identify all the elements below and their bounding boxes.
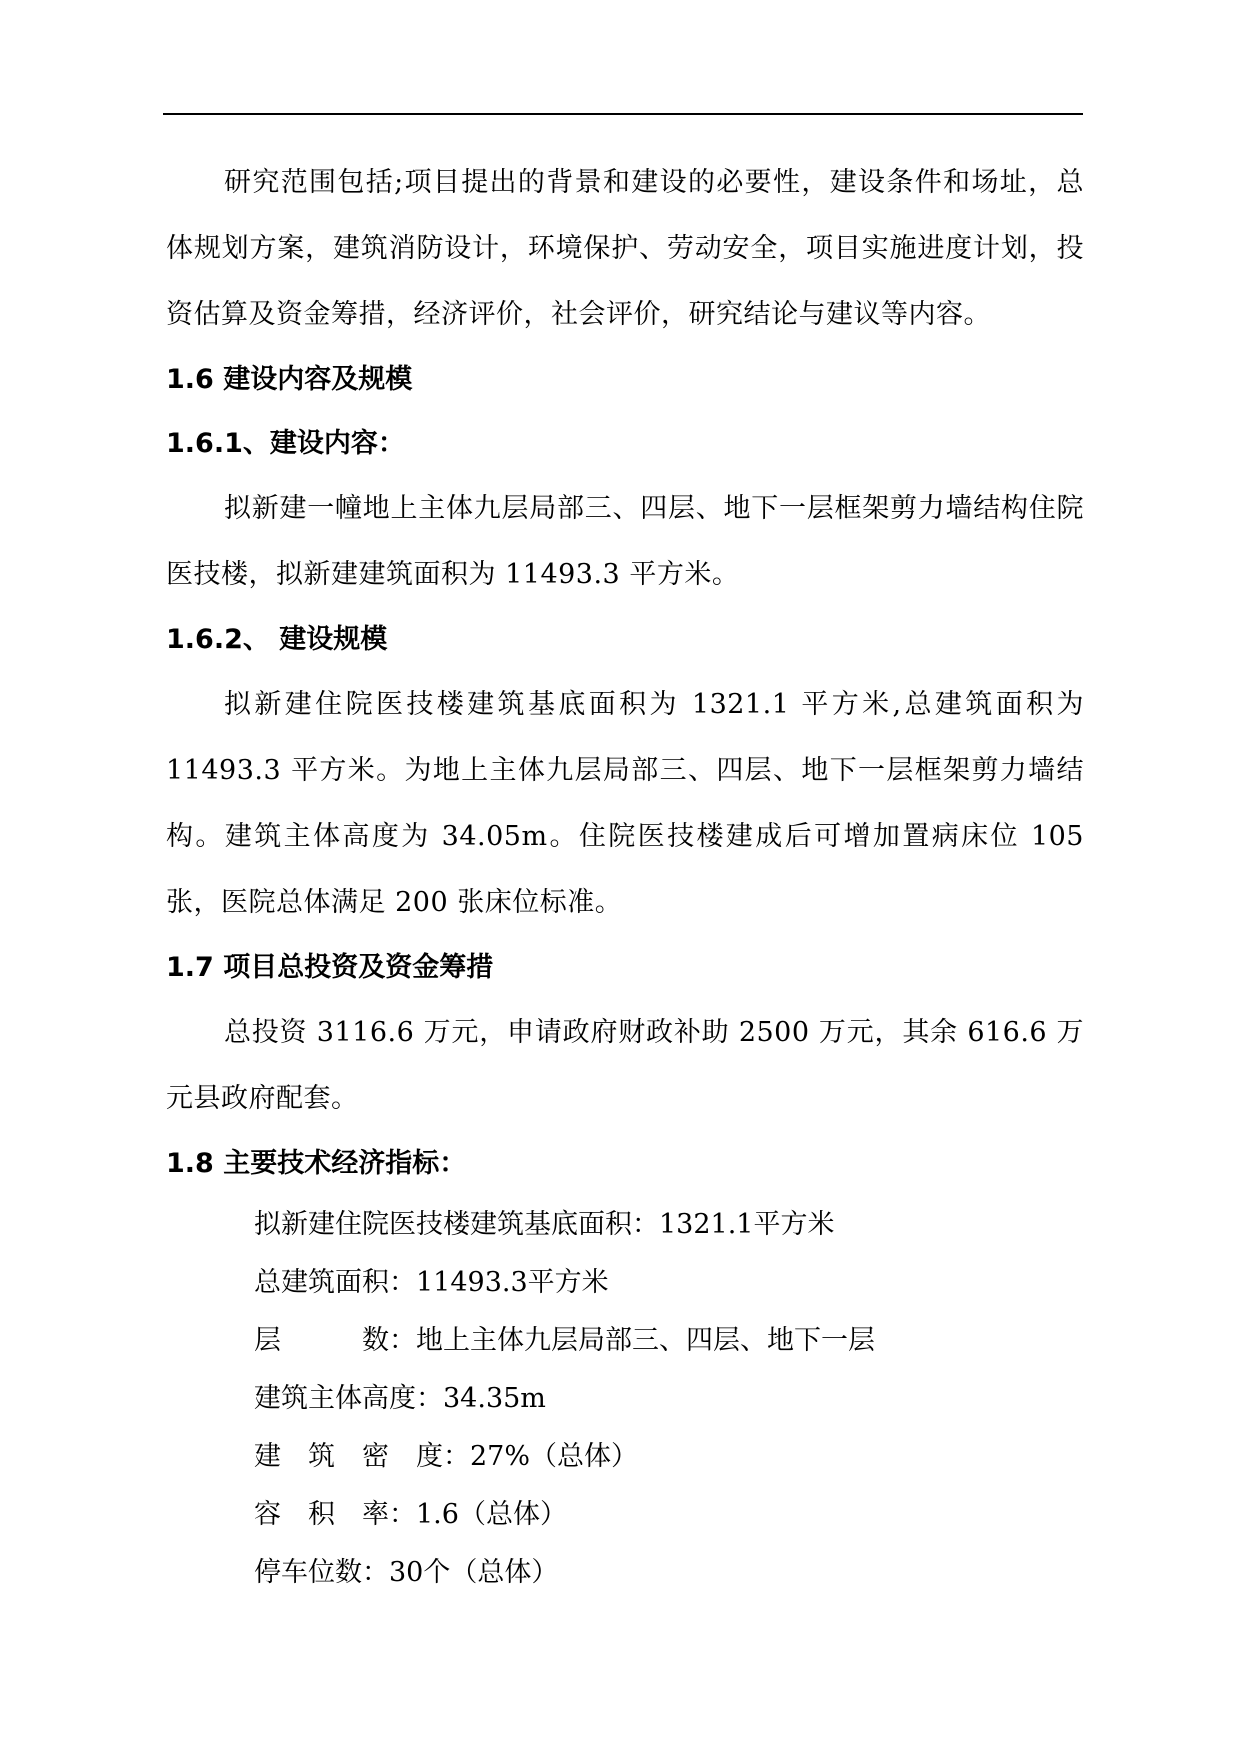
scope-paragraph: 研究范围包括;项目提出的背景和建设的必要性，建设条件和场址，总体规划方案，建筑消防设计，环境保护、劳动安全，项目实施进度计划，投资估算及资金筹措，经济评价，社会评价，研究结论与建议等内容。 <box>166 167 1084 330</box>
section-1-6-heading: 1.6 建设内容及规模 <box>166 364 413 395</box>
section-1-7-heading: 1.7 项目总投资及资金筹措 <box>166 952 494 983</box>
section-1-6-1-heading: 1.6.1、建设内容： <box>166 428 405 459</box>
indicator-height: 建筑主体高度：34.35m <box>254 1383 546 1414</box>
indicator-floors: 层 数：地上主体九层局部三、四层、地下一层 <box>254 1325 875 1356</box>
indicator-list <box>166 1196 1084 1602</box>
indicator-parking: 停车位数：30个（总体） <box>254 1557 559 1588</box>
construction-scale-paragraph: 拟新建住院医技楼建筑基底面积为 1321.1 平方米,总建筑面积为 11493.3 平方米。为地上主体九层局部三、四层、地下一层框架剪力墙结构。建筑主体高度为 34.05m。住院医技楼建成后可增加置病床位 105 张，医院总体满足 200 张床位标准。 <box>166 689 1084 918</box>
section-1-6-2-heading: 1.6.2、 建设规模 <box>166 624 388 655</box>
investment-paragraph: 总投资 3116.6 万元，申请政府财政补助 2500 万元，其余 616.6 万元县政府配套。 <box>166 1017 1084 1114</box>
header-rule <box>163 113 1083 115</box>
construction-content-paragraph: 拟新建一幢地上主体九层局部三、四层、地下一层框架剪力墙结构住院医技楼，拟新建建筑面积为 11493.3 平方米。 <box>166 493 1084 590</box>
indicator-density: 建 筑 密 度：27%（总体） <box>254 1441 639 1472</box>
indicator-base-area: 拟新建住院医技楼建筑基底面积：1321.1平方米 <box>254 1209 835 1240</box>
indicator-total-area: 总建筑面积：11493.3平方米 <box>254 1267 609 1298</box>
section-1-8-heading: 1.8 主要技术经济指标： <box>166 1148 467 1179</box>
indicator-floor-area-ratio: 容 积 率：1.6（总体） <box>254 1499 567 1530</box>
document-body <box>166 150 1084 1602</box>
